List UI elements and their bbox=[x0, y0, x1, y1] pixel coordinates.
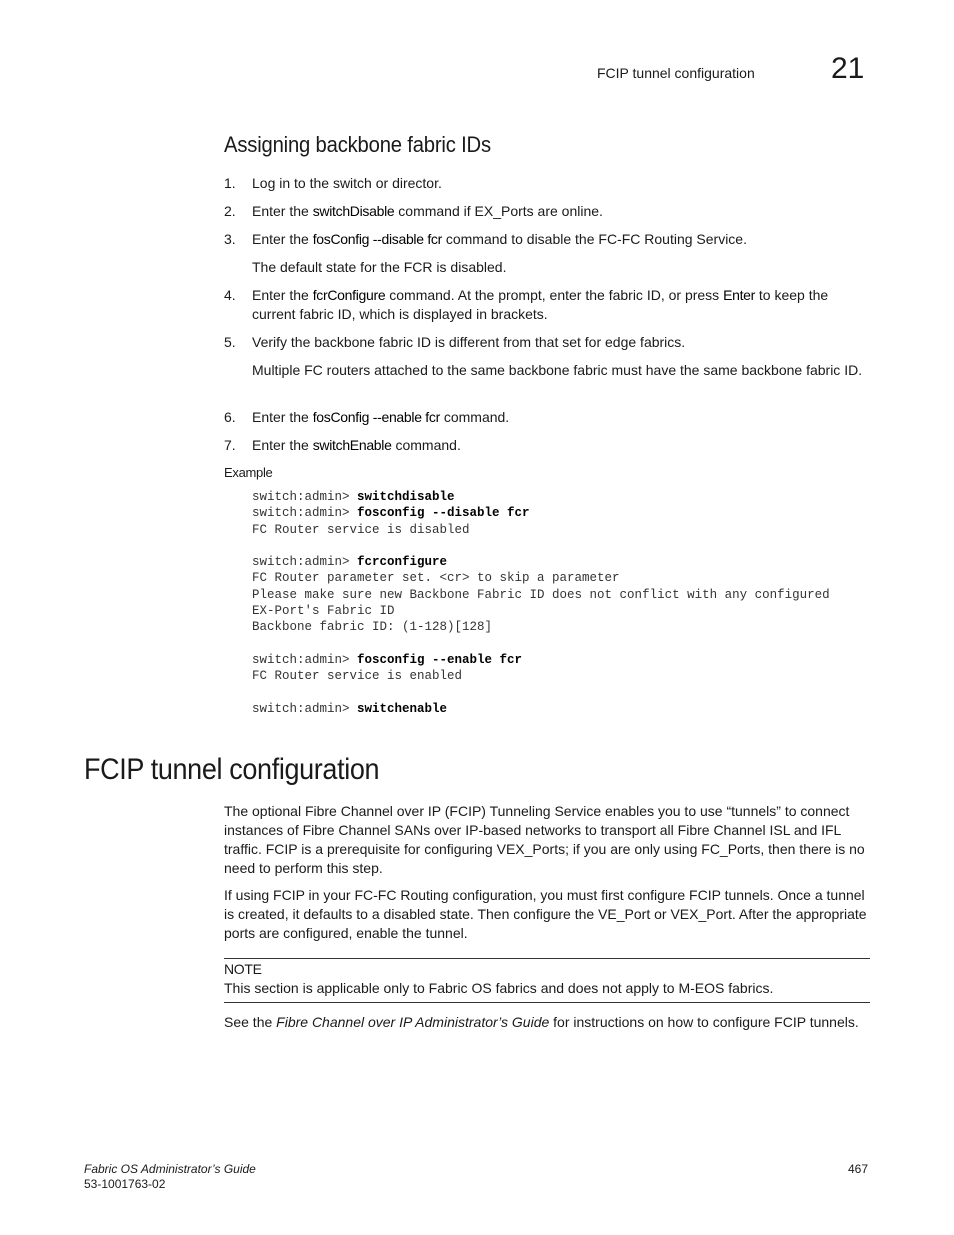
step-number: 6. bbox=[224, 409, 236, 425]
footer-doc-number: 53-1001763-02 bbox=[84, 1177, 166, 1191]
page-number: 467 bbox=[848, 1162, 869, 1176]
step-number: 5. bbox=[224, 334, 236, 350]
section-heading: FCIP tunnel configuration bbox=[84, 753, 380, 786]
code-line: FC Router parameter set. <cr> to skip a parameter bbox=[252, 571, 620, 586]
note-text: This section is applicable only to Fabric OS fabrics and does not apply to M-EOS fabrics. bbox=[224, 980, 774, 996]
code-example bbox=[252, 489, 830, 717]
code-line: FC Router service is enabled bbox=[252, 669, 463, 684]
code-line: switch:admin> switchdisable bbox=[252, 490, 455, 504]
step-text: Verify the backbone fabric ID is different from that set for edge fabrics. bbox=[252, 334, 686, 350]
config-paragraph: If using FCIP in your FC-FC Routing configuration, you must first configure FCIP tunnels. Once a tunnel is created, it defaults to a disabled state. Then configure the VE_Port or VEX_Port. After the appropriate ports are configured, enable the tunnel. bbox=[224, 887, 867, 941]
subsection-heading: Assigning backbone fabric IDs bbox=[224, 132, 491, 157]
step-number: 1. bbox=[224, 175, 236, 191]
step-text: Enter the fosConfig --enable fcr command. bbox=[252, 409, 510, 425]
see-also-paragraph: See the Fibre Channel over IP Administrator’s Guide for instructions on how to configure FCIP tunnels. bbox=[224, 1014, 859, 1030]
example-label: Example bbox=[224, 465, 273, 480]
command-name: switchEnable bbox=[312, 437, 392, 453]
footer-doc-title: Fabric OS Administrator’s Guide bbox=[84, 1162, 256, 1176]
step-number: 3. bbox=[224, 231, 236, 247]
step-number: 7. bbox=[224, 437, 236, 453]
step-text: Enter the fosConfig --disable fcr command to disable the FC-FC Routing Service. bbox=[252, 231, 747, 247]
code-line: Please make sure new Backbone Fabric ID does not conflict with any configured bbox=[252, 587, 830, 602]
guide-title: Fibre Channel over IP Administrator’s Guide bbox=[276, 1014, 550, 1030]
code-line: switch:admin> switchenable bbox=[252, 701, 448, 716]
step-number: 4. bbox=[224, 287, 236, 303]
intro-paragraph: The optional Fibre Channel over IP (FCIP) Tunneling Service enables you to use “tunnels” to connect instances of Fibre Channel SANs over IP-based networks to transport all Fibre Channel ISL and IFL traffic. FCIP is a prerequisite for configuring VEX_Ports; if you are only using FC_Ports, then there is no need to perform this step. bbox=[224, 803, 865, 876]
step-text: Enter the fcrConfigure command. At the prompt, enter the fabric ID, or press Enter to keep the current fabric ID, which is displayed in brackets. bbox=[252, 287, 829, 322]
command-name: fosConfig --disable fcr bbox=[312, 231, 442, 247]
command-name: fosConfig --enable fcr bbox=[312, 409, 440, 425]
step-text: Enter the switchDisable command if EX_Ports are online. bbox=[252, 203, 603, 219]
code-line: EX-Port's Fabric ID bbox=[252, 604, 395, 619]
code-line: FC Router service is disabled bbox=[252, 522, 470, 537]
code-line: Backbone fabric ID: (1-128)[128] bbox=[252, 620, 493, 635]
running-header-title: FCIP tunnel configuration bbox=[597, 65, 755, 81]
note-top-rule bbox=[224, 958, 870, 959]
step-number: 2. bbox=[224, 203, 236, 219]
command-name: switchDisable bbox=[312, 203, 395, 219]
code-line: switch:admin> fosconfig --enable fcr bbox=[252, 652, 523, 667]
note-bottom-rule bbox=[224, 1002, 870, 1003]
code-line: switch:admin> fosconfig --disable fcr bbox=[252, 506, 530, 521]
code-line: switch:admin> fcrconfigure bbox=[252, 555, 448, 570]
step-text: Log in to the switch or director. bbox=[252, 175, 442, 191]
step-text: Enter the switchEnable command. bbox=[252, 437, 461, 453]
step-5-note: Multiple FC routers attached to the same backbone fabric must have the same backbone fabric ID. bbox=[252, 362, 863, 378]
command-name: fcrConfigure bbox=[312, 287, 386, 303]
key-name: Enter bbox=[723, 287, 756, 303]
step-3-note: The default state for the FCR is disabled. bbox=[252, 259, 507, 275]
note-label: NOTE bbox=[224, 961, 262, 977]
chapter-number: 21 bbox=[831, 52, 865, 85]
